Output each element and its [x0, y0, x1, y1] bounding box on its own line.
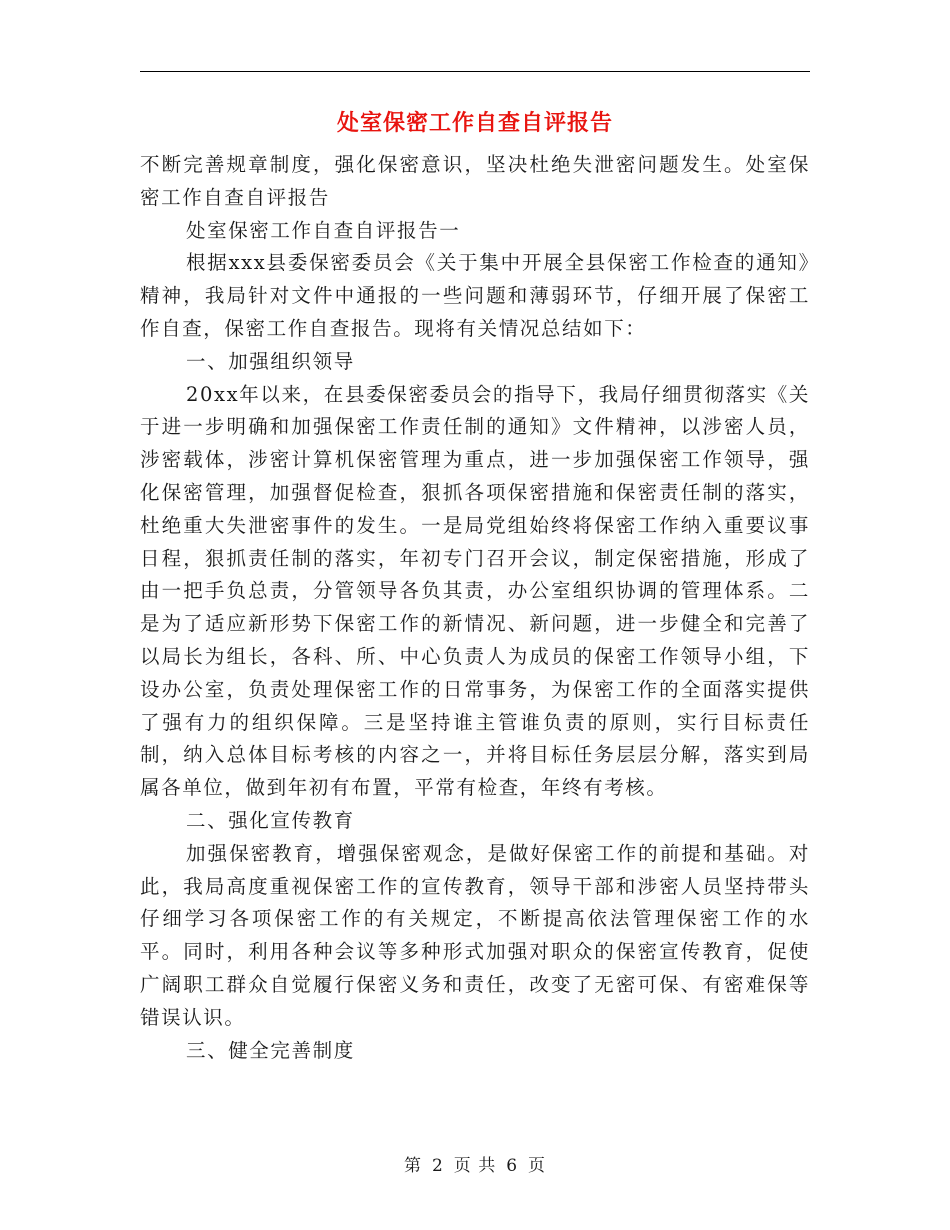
section-heading: 一、加强组织领导: [186, 349, 355, 373]
page-footer: [0, 1151, 950, 1176]
total-pages-number: 6: [506, 1156, 519, 1176]
footer-middle: 页 共: [453, 1156, 497, 1176]
paragraph: 处室保密工作自查自评报告一: [186, 218, 461, 242]
paragraph: 根据xxx县委保密委员会《关于集中开展全县保密工作检查的通知》精神，我局针对文件中通报的一些问题和薄弱环节，仔细开展了保密工作自查，保密工作自查报告。现将有关情况总结如下：: [140, 251, 810, 340]
document-body: [140, 149, 810, 1067]
paragraph: 加强保密教育，增强保密观念，是做好保密工作的前提和基础。对此，我局高度重视保密工作的宣传教育，领导干部和涉密人员坚持带头仔细学习各项保密工作的有关规定，不断提高依法管理保密工作的水平。同时，利用各种会议等多种形式加强对职众的保密宣传教育，促使广阔职工群众自觉履行保密义务和责任，改变了无密可保、有密难保等错误认识。: [140, 841, 810, 1029]
paragraph: 20xx年以来，在县委保密委员会的指导下，我局仔细贯彻落实《关于进一步明确和加强保密工作责任制的通知》文件精神，以涉密人员，涉密载体，涉密计算机保密管理为重点，进一步加强保密工作领导，强化保密管理，加强督促检查，狠抓各项保密措施和保密责任制的落实，杜绝重大失泄密事件的发生。一是局党组始终将保密工作纳入重要议事日程，狠抓责任制的落实，年初专门召开会议，制定保密措施，形成了由一把手负总责，分管领导各负其责，办公室组织协调的管理体系。二是为了适应新形势下保密工作的新情况、新问题，进一步健全和完善了以局长为组长，各科、所、中心负责人为成员的保密工作领导小组，下设办公室，负责处理保密工作的日常事务，为保密工作的全面落实提供了强有力的组织保障。三是坚持谁主管谁负责的原则，实行目标责任制，纳入总体目标考核的内容之一，并将目标任务层层分解，落实到局属各单位，做到年初有布置，平常有检查，年终有考核。: [140, 382, 810, 800]
footer-suffix: 页: [528, 1156, 547, 1176]
section-heading: 三、健全完善制度: [186, 1038, 355, 1062]
header-rule: [140, 71, 810, 72]
footer-prefix: 第: [403, 1156, 422, 1176]
current-page-number: 2: [431, 1156, 444, 1176]
section-heading: 二、强化宣传教育: [186, 808, 355, 832]
paragraph: 不断完善规章制度，强化保密意识，坚决杜绝失泄密问题发生。处室保密工作自查自评报告: [140, 153, 810, 209]
document-title: 处室保密工作自查自评报告: [336, 110, 613, 136]
